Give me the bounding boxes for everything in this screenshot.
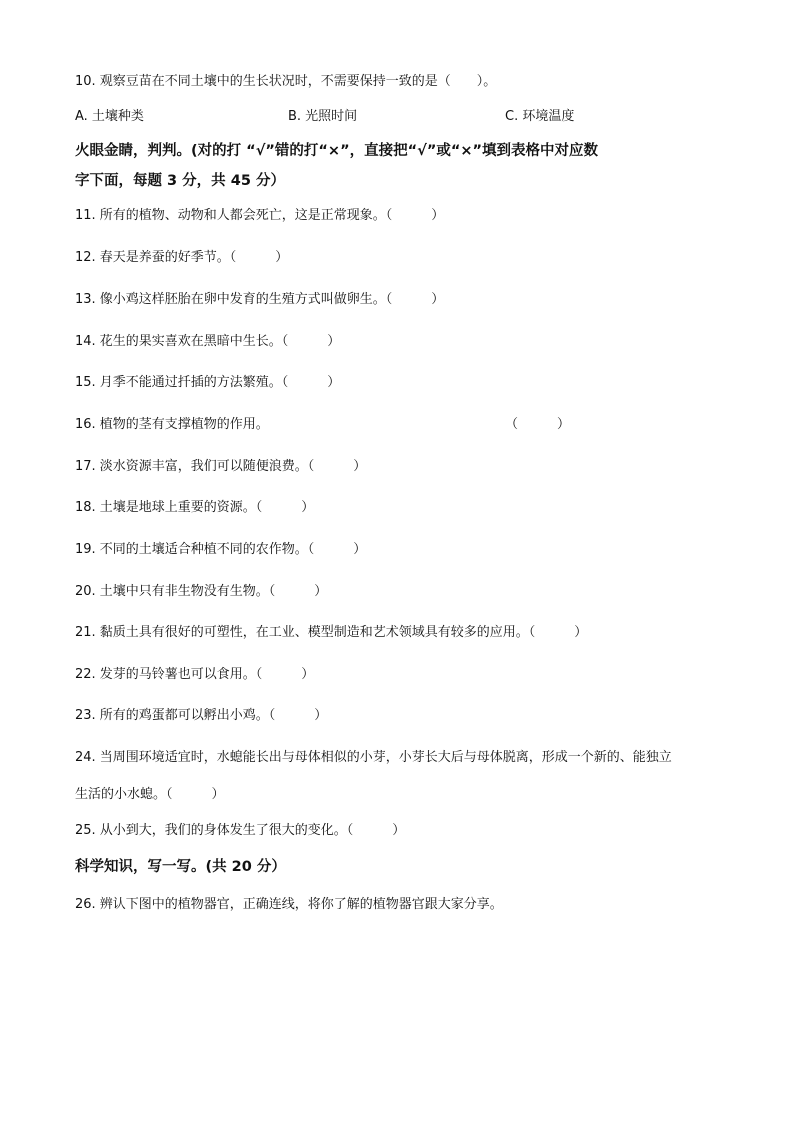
question-13: 13. 像小鸡这样胚胎在卵中发育的生殖方式叫做卵生。（ ） (75, 292, 445, 307)
question-26: 26. 辨认下图中的植物器官，正确连线，将你了解的植物器官跟大家分享。 (75, 897, 503, 912)
section-heading-judgement-line1: 火眼金睛，判判。(对的打 “√”错的打“×”，直接把“√”或“×”填到表格中对应数 (75, 143, 599, 159)
question-24-line2: 生活的小水螅。（ ） (75, 787, 225, 802)
question-20: 20. 土壤中只有非生物没有生物。（ ） (75, 584, 328, 599)
option-c: C. 环境温度 (505, 109, 575, 124)
question-17: 17. 淡水资源丰富，我们可以随便浪费。（ ） (75, 459, 367, 474)
section-heading-judgement-line2: 字下面，每题 3 分，共 45 分） (75, 173, 285, 189)
option-a: A. 土壤种类 (75, 109, 144, 124)
section-heading-knowledge: 科学知识，写一写。(共 20 分） (75, 859, 286, 875)
question-14: 14. 花生的果实喜欢在黑暗中生长。（ ） (75, 334, 341, 349)
question-25: 25. 从小到大，我们的身体发生了很大的变化。（ ） (75, 823, 406, 838)
question-24-line1: 24. 当周围环境适宜时，水螅能长出与母体相似的小芽，小芽长大后与母体脱离，形成一个新的、能独立 (75, 750, 672, 765)
question-10: 10. 观察豆苗在不同土壤中的生长状况时，不需要保持一致的是（ ）。 (75, 74, 497, 89)
question-21: 21. 黏质土具有很好的可塑性，在工业、模型制造和艺术领域具有较多的应用。（ ） (75, 625, 588, 640)
question-11: 11. 所有的植物、动物和人都会死亡，这是正常现象。（ ） (75, 208, 445, 223)
question-22: 22. 发芽的马铃薯也可以食用。（ ） (75, 667, 315, 682)
question-16: 16. 植物的茎有支撑植物的作用。 (75, 417, 269, 432)
option-b: B. 光照时间 (288, 109, 358, 124)
question-18: 18. 土壤是地球上重要的资源。（ ） (75, 500, 315, 515)
question-19: 19. 不同的土壤适合种植不同的农作物。（ ） (75, 542, 367, 557)
answer-blank-16: （ ） (505, 417, 571, 432)
question-23: 23. 所有的鸡蛋都可以孵出小鸡。（ ） (75, 708, 328, 723)
question-15: 15. 月季不能通过扦插的方法繁殖。（ ） (75, 375, 341, 390)
question-12: 12. 春天是养蚕的好季节。（ ） (75, 250, 289, 265)
